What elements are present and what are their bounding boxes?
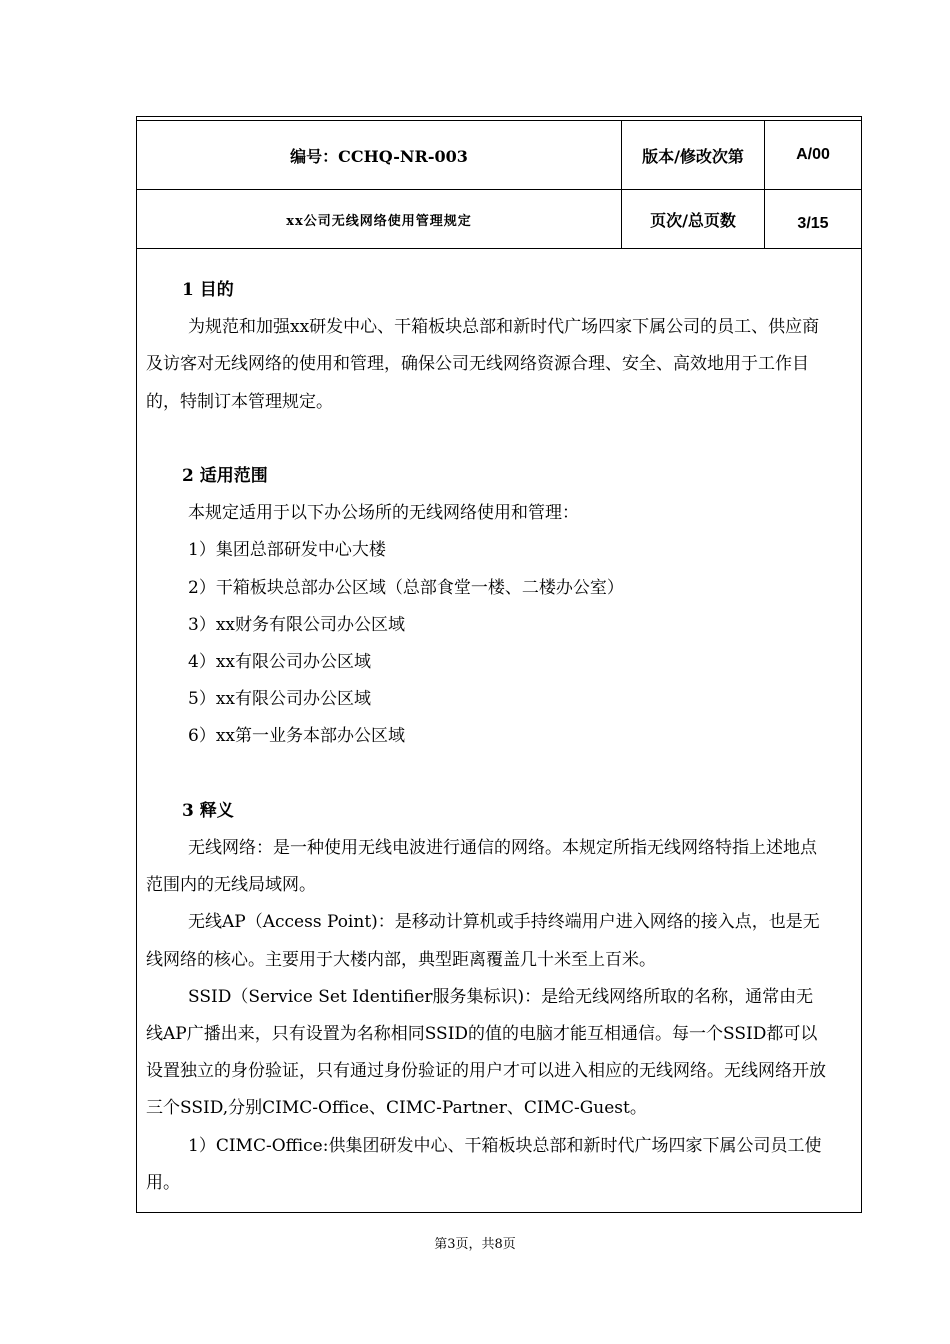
section-heading-definitions: 3 释义	[182, 800, 234, 821]
scope-item: 6）xx第一业务本部办公区域	[188, 726, 405, 747]
version-value: A/00	[796, 146, 830, 163]
document-frame	[136, 116, 862, 1213]
purpose-paragraph: 为规范和加强xx研发中心、干箱板块总部和新时代广场四家下属公司的员工、供应商及访客对无线网络的使用和管理，确保公司无线网络资源合理、安全、高效地用于工作目的，特制订本管理规定。	[146, 317, 820, 412]
doc-title: xx公司无线网络使用管理规定	[286, 213, 472, 229]
page-count-value: 3/15	[797, 215, 829, 232]
header-bottom-rule	[137, 248, 861, 249]
scope-item: 3）xx财务有限公司办公区域	[188, 614, 405, 635]
page-count-label: 页次/总页数	[650, 210, 736, 230]
scope-intro: 本规定适用于以下办公场所的无线网络使用和管理：	[188, 503, 579, 524]
scope-item: 2）干箱板块总部办公区域（总部食堂一楼、二楼办公室）	[188, 577, 624, 598]
section-heading-scope: 2 适用范围	[182, 466, 268, 486]
scope-item: 5）xx有限公司办公区域	[188, 689, 371, 710]
section-heading-purpose: 1 目的	[182, 280, 234, 300]
definition-wireless-network: 无线网络：是一种使用无线电波进行通信的网络。本规定所指无线网络特指上述地点范围内的无线局域网。	[146, 838, 817, 896]
doc-code: 编号：CCHQ-NR-003	[290, 146, 468, 166]
definition-wireless-ap: 无线AP（Access Point)：是移动计算机或手持终端用户进入网络的接入点，也是无线网络的核心。主要用于大楼内部，典型距离覆盖几十米至上百米。	[146, 912, 820, 970]
definition-ssid: SSID（Service Set Identifier服务集标识)：是给无线网络所取的名称，通常由无线AP广播出来，只有设置为名称相同SSID的值的电脑才能互相通信。每一个SSID都可以设置独立的身份验证，只有通过身份验证的用户才可以进入相应的无线网络。无线网络开放三个SSID,分别CIMC-Office、CIMC-Partner、CIMC-Guest。	[146, 986, 826, 1119]
document-body	[146, 272, 828, 1202]
scope-item: 1）集团总部研发中心大楼	[188, 540, 386, 561]
page-footer: 第3页，共8页	[434, 1237, 516, 1252]
version-label: 版本/修改次第	[642, 146, 744, 166]
scope-item: 4）xx有限公司办公区域	[188, 652, 371, 673]
definition-ssid-office: 1）CIMC-Office:供集团研发中心、干箱板块总部和新时代广场四家下属公司员工使用。	[146, 1135, 822, 1193]
